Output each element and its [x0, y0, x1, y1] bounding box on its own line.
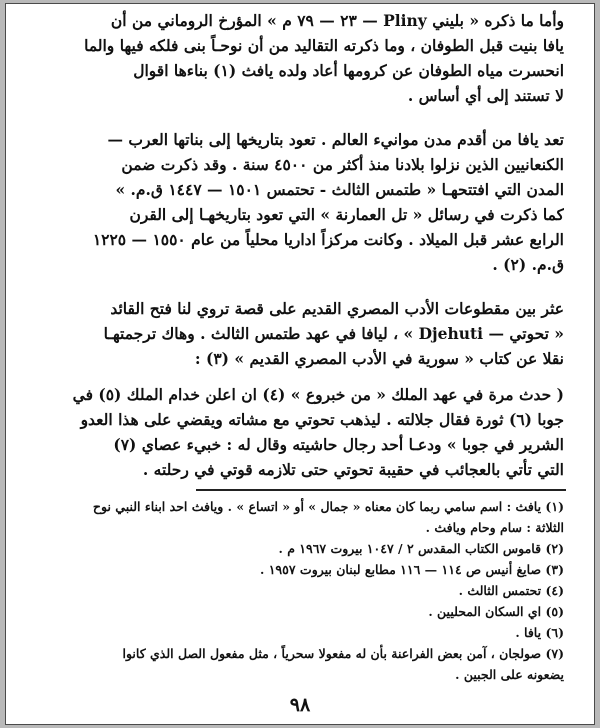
text-line: عثر بين مقطوعات الأدب المصري القديم على قصة تروي لنا فتح القائد — [110, 299, 564, 318]
footnote-line: الثلاثة : سام وحام ويافث . — [425, 520, 564, 535]
text-line: لا تستند إلى أي أساس . — [407, 86, 564, 105]
paragraph-2 — [34, 127, 564, 277]
text-line: جوبا (٦) ثورة فقال جلالته . ليذهب تحوتي مع مشاته ويقضي على هذا العدو — [80, 410, 564, 429]
footnote-line: (١) يافث : اسم سامي ربما كان معناه « جمال » أو « اتساع » . ويافث احد ابناء النبي نوح — [92, 499, 564, 514]
text-line: انحسرت مياه الطوفان عن كرومها أعاد ولده يافث (١) بناءها اقوال — [133, 61, 564, 80]
footnote-line: يضعونه على الجبين . — [455, 667, 564, 682]
paragraph-4-quote — [34, 382, 564, 482]
text-line: المدن التي افتتحهـا « طتمس الثالث - تحتمس ١٥٠١ — ١٤٤٧ ق.م. » — [115, 180, 564, 199]
footnote-line: (٧) صولجان ، آمن بعض الفراعنة بأن له مفعولا سحرياً ، مثل مفعول الصل الذي كانوا — [122, 646, 564, 661]
footnote-line: (٤) تحتمس الثالث . — [458, 583, 564, 598]
footnote-line: (٢) قاموس الكتاب المقدس ٢ / ١٠٤٧ بيروت ١٩٦٧ م . — [278, 541, 564, 556]
text-line: الشرير في جوبا » ودعـا أحد رجال حاشيته وقال له : خبيء عصاي (٧) — [113, 435, 564, 454]
text-line: « تحوتي — Djehuti » ، ليافا في عهد طتمس الثالث . وهاك ترجمتهـا — [103, 324, 564, 343]
footnote-line: (٦) يافا . — [515, 625, 564, 640]
text-line: وأما ما ذكره « بليني Pliny — ٢٣ — ٧٩ م » المؤرخ الروماني من أن — [110, 11, 564, 30]
text-line: نقلا عن كتاب « سورية في الأدب المصري القديم » (٣) : — [194, 349, 564, 368]
footnote-line: (٥) اي السكان المحليين . — [428, 604, 564, 619]
book-page — [5, 3, 595, 725]
text-line: الكنعانيين الذين نزلوا بلادنا منذ أكثر من ٤٥٠٠ سنة . وقد ذكرت ضمن — [121, 155, 564, 174]
footnote-line: (٣) صايغ أنيس ص ١١٤ — ١١٦ مطابع لبنان بيروت ١٩٥٧ . — [260, 562, 564, 577]
text-line: التي تأتي بالعجائب في حقيبة تحوتي حتى تلازمه قوتي في رحلته . — [142, 460, 564, 479]
paragraph-1 — [34, 8, 564, 108]
underline-rule — [196, 489, 566, 491]
footnotes — [34, 496, 564, 685]
page-number: ٩٨ — [289, 694, 311, 716]
text-line: ق.م. (٢) . — [492, 255, 564, 274]
text-line: كما ذكرت في رسائل « تل العمارنة » التي تعود بتاريخهـا إلى القرن — [129, 205, 564, 224]
paragraph-3 — [34, 296, 564, 371]
text-line: تعد يافا من أقدم مدن موانيء العالم . تعود بتاريخها إلى بناتها العرب — — [107, 130, 564, 149]
text-line: يافا بنيت قبل الطوفان ، وما ذكرته التقاليد من أن نوحـاً بنى فلكه فيها والما — [84, 36, 564, 55]
text-line: الرابع عشر قبل الميلاد . وكانت مركزاً اداريا محلياً من عام ١٥٥٠ — ١٢٢٥ — [92, 230, 564, 249]
text-line: ( حدث مرة في عهد الملك « من خبروع » (٤) ان اعلن خدام الملك (٥) في — [72, 385, 564, 404]
